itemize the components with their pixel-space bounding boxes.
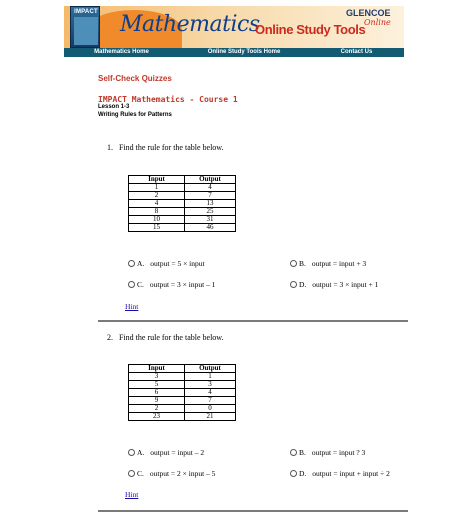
input-cell: 3 [129,373,185,381]
column-header-output: Output [185,365,236,373]
option-letter: B. [299,259,306,268]
question-2-table [128,364,236,421]
input-cell: 2 [129,192,185,200]
input-cell: 4 [129,200,185,208]
table-row [129,208,236,216]
option-letter: C. [137,280,144,289]
nav-online-study-tools-home[interactable]: Online Study Tools Home [207,49,281,55]
table-row [129,381,236,389]
lesson-number: Lesson 1-3 [98,104,130,110]
output-cell: 46 [185,224,236,232]
table-row [129,224,236,232]
question-divider [98,320,408,322]
radio-button[interactable] [290,449,297,456]
table-row [129,373,236,381]
output-cell: 4 [185,184,236,192]
radio-button[interactable] [128,449,135,456]
output-cell: 13 [185,200,236,208]
table-row [129,405,236,413]
option-letter: D. [299,280,307,289]
input-cell: 23 [129,413,185,421]
table-header-row [129,176,236,184]
nav-mathematics-home[interactable]: Mathematics Home [94,49,149,55]
question-1-prompt [107,143,224,152]
question-1-hint-link[interactable]: Hint [125,302,139,311]
output-cell: 4 [185,389,236,397]
option-letter: B. [299,448,306,457]
option-letter: D. [299,469,307,478]
option-text: output = 3 × input + 1 [312,280,379,289]
page-title: Self-Check Quizzes [98,74,172,83]
column-header-output: Output [185,176,236,184]
output-cell: 7 [185,192,236,200]
column-header-input: Input [129,176,185,184]
radio-button[interactable] [290,281,297,288]
question-1-table [128,175,236,232]
radio-button[interactable] [290,470,297,477]
output-cell: 0 [185,405,236,413]
radio-button[interactable] [128,470,135,477]
table-row [129,216,236,224]
input-cell: 8 [129,208,185,216]
cover-art [74,17,98,45]
table-row [129,413,236,421]
option-text: output = 5 × input [150,259,205,268]
option-text: output = input – 2 [150,448,205,457]
cover-label: IMPACT [74,9,98,15]
question-2-option-d[interactable] [290,469,390,478]
question-2-hint-link[interactable]: Hint [125,490,139,499]
option-text: output = input + 3 [311,259,367,268]
option-text: output = 3 × input – 1 [149,280,216,289]
radio-button[interactable] [290,260,297,267]
question-divider [98,510,408,512]
question-text: Find the rule for the table below. [119,143,224,152]
output-cell: 25 [185,208,236,216]
radio-button[interactable] [128,260,135,267]
input-cell: 1 [129,184,185,192]
question-1-option-b[interactable] [290,259,366,268]
option-text: output = input ? 3 [311,448,366,457]
input-cell: 6 [129,389,185,397]
question-1-option-a[interactable] [128,259,205,268]
question-1-option-c[interactable] [128,280,215,289]
question-number: 2. [107,333,113,342]
option-letter: C. [137,469,144,478]
table-row [129,192,236,200]
option-letter: A. [137,259,145,268]
question-2-option-c[interactable] [128,469,215,478]
input-cell: 15 [129,224,185,232]
option-text: output = input + input ÷ 2 [312,469,390,478]
question-2-option-b[interactable] [290,448,365,457]
option-letter: A. [137,448,145,457]
site-subtitle: Online Study Tools [255,22,366,37]
output-cell: 21 [185,413,236,421]
table-row [129,397,236,405]
table-row [129,184,236,192]
table-row [129,389,236,397]
input-cell: 10 [129,216,185,224]
question-text: Find the rule for the table below. [119,333,224,342]
input-cell: 2 [129,405,185,413]
nav-bar [64,48,404,57]
output-cell: 1 [185,373,236,381]
input-cell: 5 [129,381,185,389]
question-2-prompt [107,333,224,342]
output-cell: 7 [185,397,236,405]
question-number: 1. [107,143,113,152]
column-header-input: Input [129,365,185,373]
option-text: output = 2 × input – 5 [149,469,216,478]
table-header-row [129,365,236,373]
site-title: Mathematics [120,12,260,37]
question-1-option-d[interactable] [290,280,378,289]
output-cell: 3 [185,381,236,389]
course-title: IMPACT Mathematics - Course 1 [98,95,238,104]
output-cell: 31 [185,216,236,224]
input-cell: 9 [129,397,185,405]
book-cover-image [70,6,100,48]
table-row [129,200,236,208]
publisher-logo[interactable]: GLENCOE [346,8,391,18]
nav-contact-us[interactable]: Contact Us [340,49,373,55]
publisher-logo-sub: Online [364,18,391,27]
question-2-option-a[interactable] [128,448,204,457]
radio-button[interactable] [128,281,135,288]
lesson-title: Writing Rules for Patterns [98,112,172,118]
